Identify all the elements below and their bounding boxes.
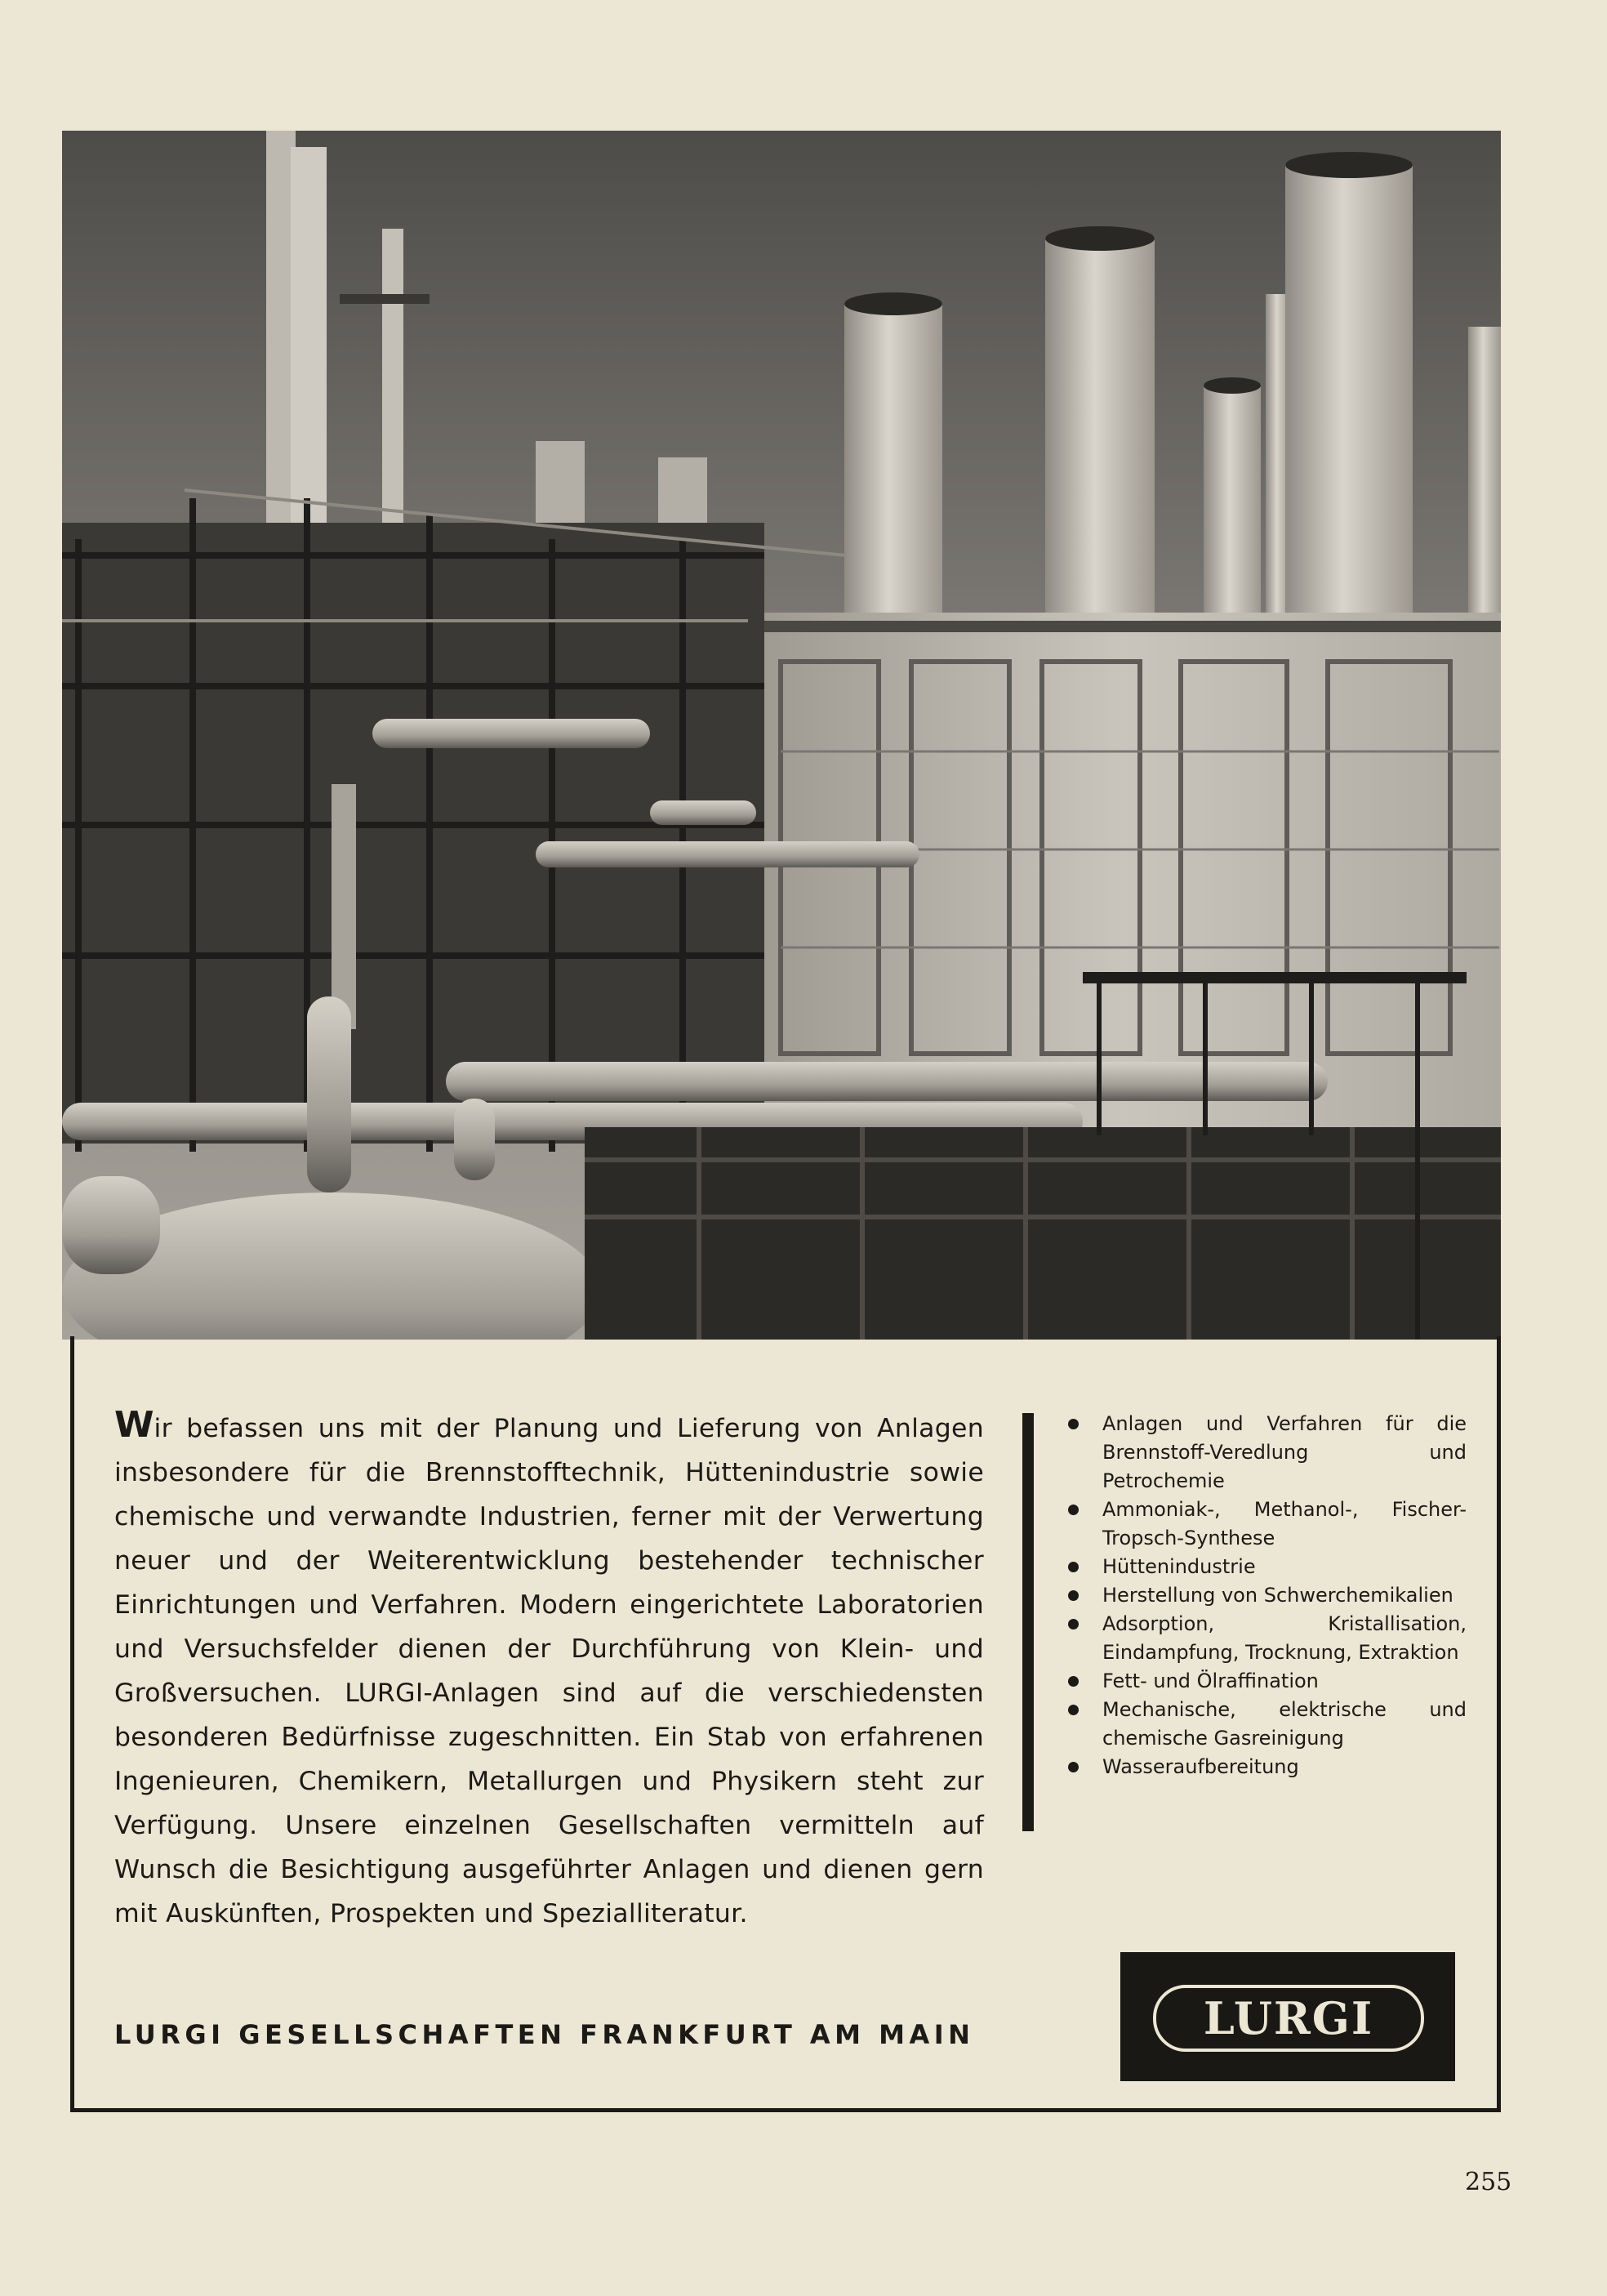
list-item: Ammoniak-, Methanol-, Fischer-Tropsch-Synthese xyxy=(1066,1496,1467,1553)
intro-paragraph xyxy=(114,1403,984,1936)
list-item: Mechanische, elektrische und chemische Gasreinigung xyxy=(1066,1696,1467,1753)
list-item: Anlagen und Verfahren für die Brennstoff-Veredlung und Petrochemie xyxy=(1066,1410,1467,1496)
industrial-plant-photo xyxy=(62,131,1501,1340)
list-item: Fett- und Ölraffination xyxy=(1066,1667,1467,1696)
drop-cap: W xyxy=(114,1404,154,1446)
logo-text: LURGI xyxy=(1153,1985,1424,2052)
company-name: LURGI GESELLSCHAFTEN FRANKFURT AM MAIN xyxy=(114,2019,975,2050)
list-item: Hüttenindustrie xyxy=(1066,1553,1467,1581)
list-item: Wasseraufbereitung xyxy=(1066,1753,1467,1781)
divider-bar xyxy=(1022,1413,1034,1831)
page-number: 255 xyxy=(1465,2168,1512,2196)
plant-illustration xyxy=(62,131,1501,1340)
intro-text: ir befassen uns mit der Planung und Lieferung von Anlagen insbesondere für die Brennstofftechnik, Hüttenindustrie sowie chemische und verwandte Industrien, ferner mit der Verwertung neuer und der Weiterentwicklung bestehender technischer Einrichtungen und Verfahren. Modern eingerichtete Laboratorien und Versuchsfelder dienen der Durchführung von Klein- und Großversuchen. LURGI-Anlagen sind auf die verschiedensten besonderen Bedürfnisse zugeschnitten. Ein Stab von erfahrenen Ingenieuren, Chemikern, Metallurgen und Physikern steht zur Verfügung. Unsere einzelnen Gesellschaften vermitteln auf Wunsch die Besichtigung ausgeführter Anlagen und dienen gern mit Auskünften, Prospekten und Spezialliteratur. xyxy=(114,1414,984,1928)
lurgi-logo xyxy=(1120,1952,1455,2081)
list-item: Herstellung von Schwerchemikalien xyxy=(1066,1581,1467,1610)
list-item: Adsorption, Kristallisation, Eindampfung, Trocknung, Extraktion xyxy=(1066,1610,1467,1667)
services-list xyxy=(1066,1410,1467,1781)
